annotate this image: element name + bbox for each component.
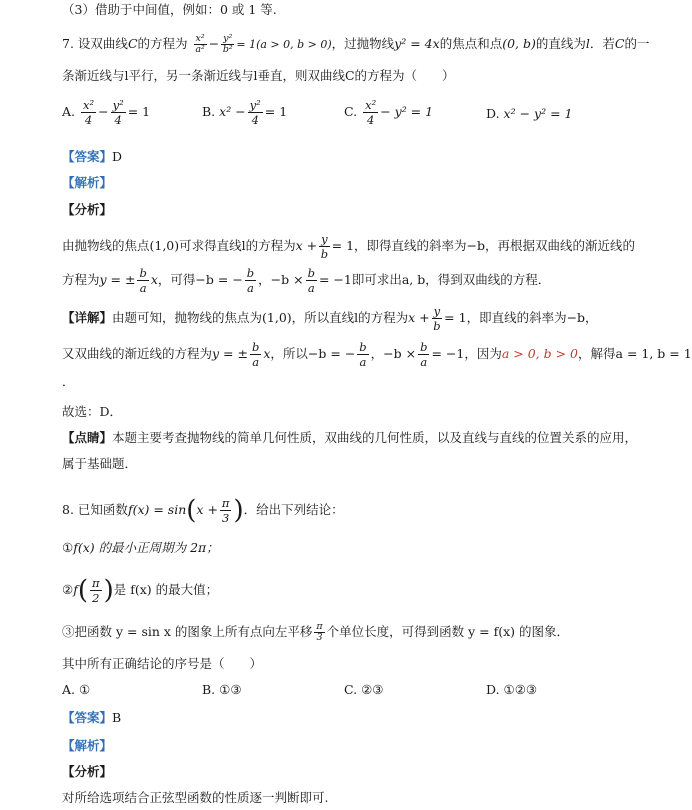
top-note: （3）借助于中间值，例如：0 或 1 等. [62,2,277,17]
q7-parabola: y² = 4x [394,36,440,51]
q7-stem-text3: ，过抛物线 [331,36,395,51]
q7-detail-line2: 又双曲线的渐近线的方程为y = ± $\frac{b}{a}$ x，所以−b = − $\frac{b}{a}$ ，−b × $\frac{b}{a}$ = −1，因为a > 0, b > 0，解得a = 1, b = 1 [62,340,692,369]
answer-tag: 【答案】 [62,149,113,164]
q8-right-paren: ) [233,495,244,526]
q8-option-c[interactable]: C. ②③ [344,682,384,697]
q7-point: (0, b) [502,36,536,51]
answer-value: D [112,149,123,164]
red-condition: a > 0, b > 0 [501,346,579,361]
q7-var-c2: C [614,36,625,51]
q8-option-d[interactable]: D. ①②③ [486,682,538,697]
q8-fenxi: 对所给选项结合正弦型函数的性质逐一判断即可. [62,790,329,805]
q7-var-c: C [127,36,138,51]
q8-answer: 【答案】B [62,710,122,725]
q7-stem-text2: 的方程为 [137,36,188,51]
q7-var-l: l [585,36,590,51]
q7-stem-text6: ．若 [589,36,615,51]
q7-frac-x: $\frac{\text{x²}}{\text{a²}}$ [195,33,205,55]
q7-eq-rest: = 1(a > 0, b > 0) [236,38,332,51]
q7-stem-text4: 的焦点和点 [439,36,503,51]
q7-stem-text5: 的直线为 [535,36,586,51]
q7-option-a[interactable]: A. $\frac{\text{x²}}{4}$ − $\frac{\text{y²}}{4}$ = 1 [62,98,151,127]
q7-fenxi-tag: 【分析】 [62,202,113,217]
q8-option-a[interactable]: A. ① [62,682,91,697]
q7-stem-text: 设双曲线 [77,36,128,51]
q7-option-b[interactable]: B. x² − $\frac{\text{y²}}{4}$ = 1 [202,98,288,127]
q7-stem-line2: 条渐近线与l平行，另一条渐近线与l垂直，则双曲线C的方程为（ ） [62,68,455,83]
q7-answer [62,147,122,167]
q8-conclusion-1: ①f(x) 的最小正周期为 2π； [62,540,219,555]
q7-minus: − [208,36,220,51]
q7-option-c[interactable]: C. $\frac{\text{x²}}{4}$ − y² = 1 [344,98,434,127]
q7-dianjing-line2: 属于基础题． [62,456,138,471]
q7-stem-text7: 的一 [624,36,650,51]
q8-analysis-tag: 【解析】 [62,738,113,753]
q8-left-paren: ( [186,495,197,526]
q7-analysis-tag: 【解析】 [62,175,113,190]
q7-option-d[interactable]: D. x² − y² = 1 [486,106,573,121]
q8-conclusion-2: ②f( $\frac{\pi}{2}$ )是 f(x) 的最大值； [62,575,219,606]
q7-dianjing-line1: 【点睛】本题主要考查抛物线的简单几何性质，双曲线的几何性质，以及直线与直线的位置关系的应用， [62,430,638,445]
q7-detail-line1: 【详解】由题可知，抛物线的焦点为(1,0)，所以直线l的方程为x + $\frac{y}{b}$ = 1，即直线的斜率为−b， [62,304,598,333]
q7-fenxi-line2: 方程为y = ± $\frac{b}{a}$ x，可得−b = − $\frac{b}{a}$ ，−b × $\frac{b}{a}$ = −1即可求出a, b，得到双曲线的方程． [62,266,551,295]
q8-conclusion-3: ③把函数 y = sin x 的图象上所有点向左平移 $\frac{\pi}{3}$ 个单位长度，可得到函数 y = f(x) 的图象． [62,621,570,643]
q7-choose: 故选：D． [62,404,123,419]
q8-stem: 8. 已知函数f(x) = sin(x + $\frac{\pi}{3}$ )．给出下列结论： [62,495,344,526]
q8-number: 8. [62,502,74,517]
q8-ask: 其中所有正确结论的序号是（ ） [62,656,263,671]
q8-option-b[interactable]: B. ①③ [202,682,242,697]
q7-fenxi-line1: 由抛物线的焦点(1,0)可求得直线l的方程为x + $\frac{y}{b}$ = 1，即得直线的斜率为−b，再根据双曲线的渐近线的 [62,232,636,261]
q7-frac-y: $\frac{\text{y²}}{\text{b²}}$ [222,33,233,55]
q7-dot: ． [62,374,75,389]
q8-fenxi-tag: 【分析】 [62,764,113,779]
q7-stem-line1 [62,34,649,55]
q7-number: 7. [62,36,74,51]
